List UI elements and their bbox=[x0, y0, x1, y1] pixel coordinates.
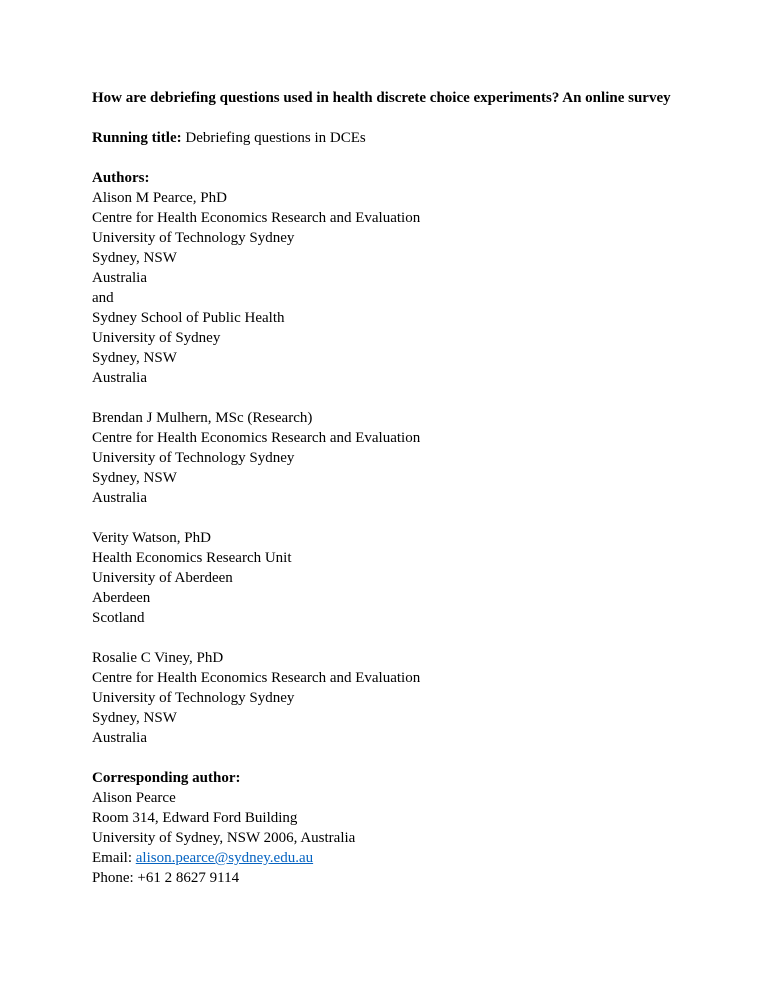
author-line: Sydney, NSW bbox=[92, 250, 177, 266]
author-block-3 bbox=[92, 528, 683, 628]
author-line: Health Economics Research Unit bbox=[92, 550, 292, 566]
corresponding-address-line: University of Sydney, NSW 2006, Australia bbox=[92, 830, 356, 846]
author-line: Verity Watson, PhD bbox=[92, 530, 211, 546]
corresponding-heading: Corresponding author: bbox=[92, 770, 241, 786]
paper-title: How are debriefing questions used in health discrete choice experiments? An online survey bbox=[92, 90, 671, 106]
author-line: and bbox=[92, 290, 114, 306]
running-title-line bbox=[92, 128, 683, 148]
author-line: University of Sydney bbox=[92, 330, 221, 346]
author-block-4 bbox=[92, 648, 683, 748]
authors-heading: Authors: bbox=[92, 170, 150, 186]
author-line: Australia bbox=[92, 730, 147, 746]
email-link[interactable]: alison.pearce@sydney.edu.au bbox=[135, 850, 314, 866]
author-line: Sydney, NSW bbox=[92, 350, 177, 366]
author-line: Sydney, NSW bbox=[92, 470, 177, 486]
author-line: University of Technology Sydney bbox=[92, 230, 295, 246]
running-title-value: Debriefing questions in DCEs bbox=[185, 130, 366, 146]
phone-line: Phone: +61 2 8627 9114 bbox=[92, 870, 240, 886]
author-line: Alison M Pearce, PhD bbox=[92, 190, 227, 206]
author-line: Scotland bbox=[92, 610, 145, 626]
author-line: Brendan J Mulhern, MSc (Research) bbox=[92, 410, 313, 426]
author-line: Australia bbox=[92, 490, 147, 506]
email-label: Email: bbox=[92, 850, 132, 866]
author-line: Centre for Health Economics Research and Evaluation bbox=[92, 430, 421, 446]
author-line: University of Technology Sydney bbox=[92, 450, 295, 466]
author-line: University of Technology Sydney bbox=[92, 690, 295, 706]
author-line: University of Aberdeen bbox=[92, 570, 233, 586]
running-title-label: Running title: bbox=[92, 130, 182, 146]
corresponding-author-block bbox=[92, 768, 683, 888]
email-line bbox=[92, 848, 683, 868]
author-line: Australia bbox=[92, 370, 147, 386]
author-line: Rosalie C Viney, PhD bbox=[92, 650, 224, 666]
author-block-2 bbox=[92, 408, 683, 508]
author-block-1 bbox=[92, 168, 683, 388]
author-line: Aberdeen bbox=[92, 590, 151, 606]
corresponding-address-line: Room 314, Edward Ford Building bbox=[92, 810, 298, 826]
author-line: Sydney School of Public Health bbox=[92, 310, 285, 326]
author-line: Sydney, NSW bbox=[92, 710, 177, 726]
author-line: Australia bbox=[92, 270, 147, 286]
author-line: Centre for Health Economics Research and Evaluation bbox=[92, 670, 421, 686]
author-line: Centre for Health Economics Research and Evaluation bbox=[92, 210, 421, 226]
corresponding-name: Alison Pearce bbox=[92, 790, 176, 806]
